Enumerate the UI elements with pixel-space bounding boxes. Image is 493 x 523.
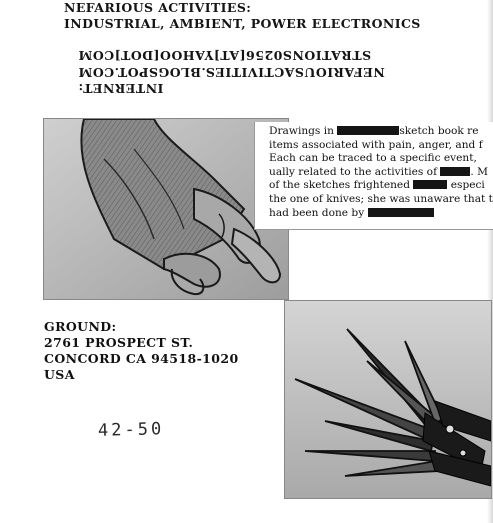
ground-label: GROUND: bbox=[44, 319, 117, 334]
handwritten-number: 42-50 bbox=[97, 419, 165, 441]
redaction-bar bbox=[440, 167, 470, 176]
redaction-bar bbox=[337, 126, 399, 135]
address-street: 2761 PROSPECT ST. bbox=[44, 335, 194, 350]
caption-line: had been done by bbox=[269, 207, 493, 221]
header-title: NEFARIOUS ACTIVITIES: bbox=[64, 0, 252, 15]
caption-line: the one of knives; she was unaware that t bbox=[269, 192, 493, 205]
internet-label: INTERNET: bbox=[78, 81, 164, 96]
knives-sketch-image bbox=[284, 300, 492, 499]
knives-illustration bbox=[285, 301, 491, 498]
redaction-bar bbox=[368, 208, 434, 217]
caption-line: items associated with pain, anger, and f bbox=[269, 138, 483, 151]
header-genres: INDUSTRIAL, AMBIENT, POWER ELECTRONICS bbox=[64, 16, 421, 31]
hand-sketch-illustration bbox=[44, 119, 288, 299]
address-city: CONCORD CA 94518-1020 bbox=[44, 351, 239, 366]
caption-line: of the sketches frightened especi bbox=[269, 179, 485, 192]
hand-sketch-image bbox=[43, 118, 289, 300]
redaction-bar bbox=[413, 180, 447, 189]
caption-line: ually related to the activities of . M bbox=[269, 165, 488, 178]
caption-line: Each can be traced to a specific event, bbox=[269, 152, 477, 165]
address-country: USA bbox=[44, 367, 75, 382]
internet-blog: NEFARIOUSACTIVITIES.BLOGSPOT.COM bbox=[78, 65, 385, 80]
internet-email: STRATIONS0256[AT]YAHOO[DOT]COM bbox=[78, 48, 372, 63]
caption-line: Drawings in sketch book re bbox=[269, 125, 479, 137]
sketch-caption bbox=[254, 122, 493, 230]
